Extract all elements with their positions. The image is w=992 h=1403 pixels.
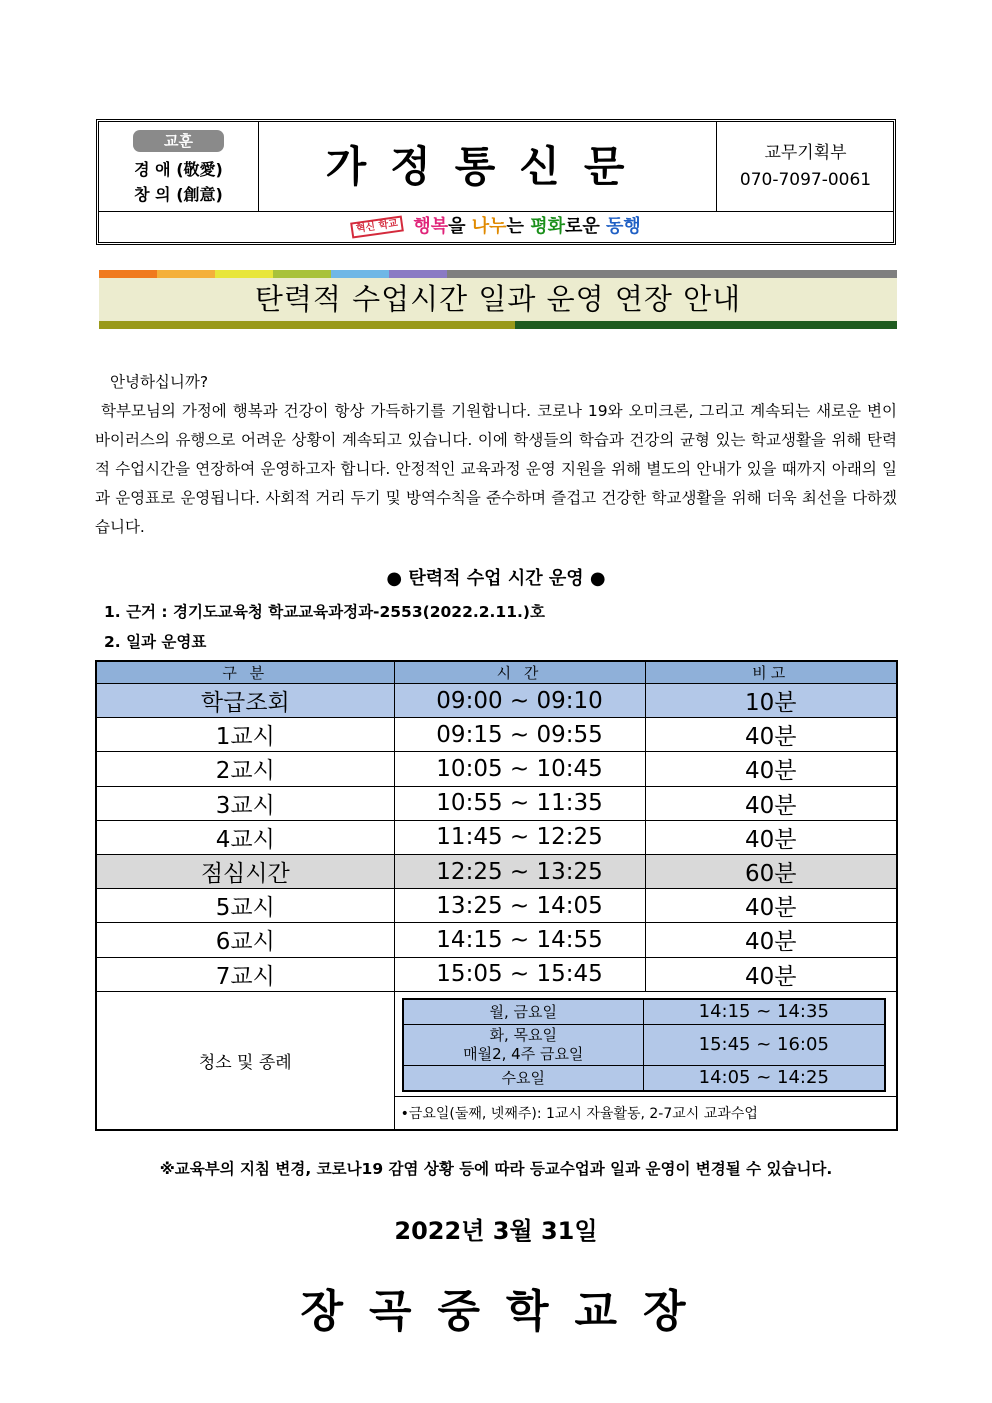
slogan-segment: 을 — [448, 216, 472, 237]
table-row — [96, 854, 897, 888]
issue-date: 2022년 3월 31일 — [394, 1217, 598, 1245]
banner-stripe-segment — [389, 270, 447, 278]
title-banner — [99, 270, 897, 329]
cleaning-day: 화, 목요일 매월2, 4주 금요일 — [403, 1024, 644, 1065]
cleaning-row-item — [403, 1024, 885, 1065]
row-time: 10:05 ~ 10:45 — [394, 752, 645, 786]
row-label: 2교시 — [96, 752, 394, 786]
school-slogan — [99, 212, 893, 242]
row-note: 40분 — [645, 752, 897, 786]
banner-stripe-segment — [215, 270, 273, 278]
cleaning-row-item — [403, 1065, 885, 1091]
cleaning-time: 15:45 ~ 16:05 — [643, 1024, 884, 1065]
innovation-school-stamp: 혁신 학교 — [350, 215, 404, 238]
table-row — [96, 820, 897, 854]
motto-line-2: 창 의 (創意) — [134, 185, 223, 204]
table-row — [96, 957, 897, 991]
table-header-row — [96, 661, 897, 684]
banner-stripe-segment — [99, 270, 157, 278]
cleaning-schedule-cell — [394, 991, 897, 1130]
row-time: 15:05 ~ 15:45 — [394, 957, 645, 991]
intro-text: 학부모님의 가정에 행복과 건강이 항상 가득하기를 기원합니다. 코로나 19와 오미크론, 그리고 계속되는 새로운 변이 바이러스의 유행으로 어려운 상황이 계속되고 있습니다. 이에 학생들의 학습과 건강의 균형 있는 학교생활을 위해 탄력적 수업시간을 연장하여 운영하고자 합니다. 안정적인 교육과정 운영 지원을 위해 별도의 안내가 있을 때까지 아래의 일과 운영표로 운영됩니다. 사회적 거리 두기 및 방역수칙을 준수하며 즐겁고 건강한 학교생활을 위해 더욱 최선을 다하겠습니다. — [95, 402, 897, 536]
banner-stripe-segment — [157, 270, 215, 278]
slogan-text — [413, 216, 640, 237]
cleaning-day: 수요일 — [403, 1065, 644, 1091]
table-row — [96, 889, 897, 923]
row-time: 12:25 ~ 13:25 — [394, 854, 645, 888]
row-note: 40분 — [645, 889, 897, 923]
banner-stripe-segment — [273, 270, 331, 278]
banner-stripe-segment — [447, 270, 897, 278]
schedule-change-warning: ※교육부의 지침 변경, 코로나19 감염 상황 등에 따라 등교수업과 일과 운영이 변경될 수 있습니다. — [159, 1160, 833, 1178]
row-label: 7교시 — [96, 957, 394, 991]
banner-stripe-segment — [99, 321, 515, 329]
table-row — [96, 718, 897, 752]
row-label: 4교시 — [96, 820, 394, 854]
header-note: 비고 — [645, 661, 897, 684]
row-note: 40분 — [645, 820, 897, 854]
motto-line-1: 경 애 (敬愛) — [134, 160, 223, 179]
principal-signature: 장곡중학교장 — [300, 1286, 712, 1337]
cleaning-row-item — [403, 999, 885, 1025]
friday-note: •금요일(둘째, 넷째주): 1교시 자율활동, 2-7교시 교과수업 — [395, 1096, 896, 1129]
cleaning-time: 14:15 ~ 14:35 — [643, 999, 884, 1025]
header-category: 구 분 — [96, 661, 394, 684]
table-row — [96, 786, 897, 820]
department-phone: 070-7097-0061 — [739, 170, 872, 190]
notice-title: 탄력적 수업시간 일과 운영 연장 안내 — [254, 282, 742, 316]
row-time: 11:45 ~ 12:25 — [394, 820, 645, 854]
table-row — [96, 923, 897, 957]
slogan-segment: 행복 — [413, 216, 449, 237]
row-label: 점심시간 — [96, 854, 394, 888]
cleaning-schedule-table — [402, 998, 886, 1092]
basis-item: 1. 근거 : 경기도교육청 학교교육과정과-2553(2022.2.11.)호 — [104, 603, 545, 621]
row-time: 13:25 ~ 14:05 — [394, 889, 645, 923]
row-label: 5교시 — [96, 889, 394, 923]
row-note: 40분 — [645, 786, 897, 820]
row-time: 14:15 ~ 14:55 — [394, 923, 645, 957]
intro-paragraph — [95, 397, 897, 542]
department-info — [716, 122, 894, 211]
table-row — [96, 684, 897, 718]
newsletter-header — [96, 119, 896, 245]
cleaning-day: 월, 금요일 — [403, 999, 644, 1025]
row-time: 10:55 ~ 11:35 — [394, 786, 645, 820]
slogan-segment: 평화 — [530, 216, 565, 237]
row-label: 3교시 — [96, 786, 394, 820]
row-label: 1교시 — [96, 718, 394, 752]
row-note: 40분 — [645, 957, 897, 991]
newsletter-title: 가정통신문 — [325, 142, 649, 191]
schedule-item: 2. 일과 운영표 — [104, 633, 207, 651]
row-label: 6교시 — [96, 923, 394, 957]
row-note: 40분 — [645, 718, 897, 752]
schedule-table — [95, 660, 898, 1131]
slogan-segment: 로운 — [564, 216, 607, 237]
row-note: 40분 — [645, 923, 897, 957]
slogan-segment: 동행 — [606, 216, 641, 237]
row-note: 60분 — [645, 854, 897, 888]
row-label: 학급조회 — [96, 684, 394, 718]
section-title: ● 탄력적 수업 시간 운영 ● — [386, 568, 606, 589]
greeting: 안녕하십니까? — [110, 373, 209, 391]
banner-stripe-segment — [515, 321, 897, 329]
header-top-row — [99, 122, 893, 212]
row-note: 10분 — [645, 684, 897, 718]
motto-badge: 교훈 — [133, 130, 224, 152]
department-name: 교무기획부 — [764, 143, 847, 163]
school-motto — [99, 122, 259, 211]
slogan-segment: 나누 — [471, 216, 507, 237]
table-row — [96, 752, 897, 786]
slogan-segment: 는 — [506, 216, 531, 237]
row-time: 09:15 ~ 09:55 — [394, 718, 645, 752]
cleaning-time: 14:05 ~ 14:25 — [643, 1065, 884, 1091]
header-time: 시 간 — [394, 661, 645, 684]
cleaning-label: 청소 및 종례 — [96, 991, 394, 1130]
row-time: 09:00 ~ 09:10 — [394, 684, 645, 718]
banner-stripe-segment — [331, 270, 389, 278]
cleaning-row — [96, 991, 897, 1130]
